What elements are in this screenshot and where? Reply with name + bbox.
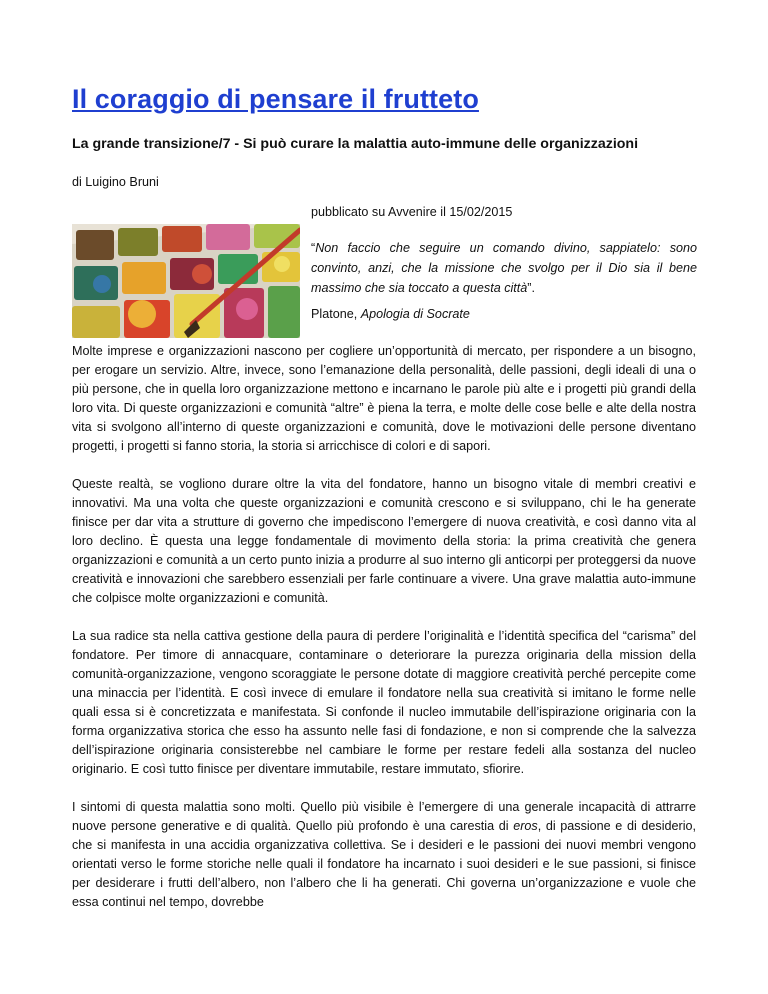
watercolor-palette-image bbox=[72, 224, 300, 338]
quote-source bbox=[311, 307, 470, 321]
article-body bbox=[72, 342, 696, 931]
quote-source-author: Platone, bbox=[311, 307, 361, 321]
quote-text: Non faccio che seguire un comando divino, sappiatelo: sono convinto, anzi, che la missione che svolgo per il Dio sia il bene massimo che sia toccato a questa città bbox=[311, 241, 697, 295]
opening-quote bbox=[311, 238, 697, 298]
quote-open-mark: “ bbox=[311, 241, 316, 255]
article-author: di Luigino Bruni bbox=[72, 175, 159, 189]
article-title[interactable]: Il coraggio di pensare il frutteto bbox=[72, 84, 479, 114]
article-subtitle: La grande transizione/7 - Si può curare la malattia auto-immune delle organizzazioni bbox=[72, 136, 639, 152]
paragraph-4-eros: eros bbox=[513, 819, 538, 833]
publication-info: pubblicato su Avvenire il 15/02/2015 bbox=[311, 205, 513, 219]
paragraph-4-part-1: I sintomi di questa malattia sono molti. Quello più visibile è l’emergere di una generale incapacità di attrarre nuove persone generative e di qualità. Quello più profondo è una carestia di bbox=[72, 800, 696, 833]
quote-source-work: Apologia di Socrate bbox=[360, 307, 470, 321]
paragraph-4 bbox=[72, 798, 696, 912]
paragraph-3: La sua radice sta nella cattiva gestione della paura di perdere l’originalità e l’identità specifica del “carisma” del fondatore. Per timore di annacquare, contaminare o deteriorare la purezza originaria della mission della comunità-organizzazione, vengono scoraggiate le persone dotate di maggiore creatività perché percepite come una minaccia per l’identità. E così invece di emulare il fondatore nella sua creatività si imitano le forme nelle quali essa si è concretizzata e manifestata. Si confonde il nucleo immutabile dell’ispirazione originaria con la forma organizzativa storica che esso ha assunto nelle fasi di fondazione, e non si comprende che la salvezza dell’ispirazione originaria consisterebbe nel cambiare le forme per restare fedeli alla sostanza del nucleo originario. E così tutto finisce per diventare immutabile, restare immutato, sfiorire. bbox=[72, 629, 696, 776]
quote-close-mark: ”. bbox=[527, 281, 535, 295]
paragraph-2: Queste realtà, se vogliono durare oltre la vita del fondatore, hanno un bisogno vitale di membri creativi e innovativi. Ma una volta che queste organizzazioni e comunità crescono e si sviluppano, chi le ha generate finisce per dar vita a strutture di governo che impediscono l’emergere di nuova creatività, e così danno vita al loro declino. È questa una legge fondamentale di movimento della storia: la prima creatività che genera organizzazioni e comunità a un certo punto inizia a produrre al suo interno gli anticorpi per proteggersi da nuove creatività e innovazioni che sarebbero essenziali per farle continuare a vivere. Una grave malattia auto-immune che colpisce molte organizzazioni e comunità. bbox=[72, 477, 696, 605]
paragraph-4-part-2: , di passione e di desiderio, che si manifesta in una accidia organizzativa collettiva. Se i desideri e le passioni dei nuovi membri vengono orientati verso le forme storiche nelle quali il fondatore ha incarnato i suoi desideri e le sue passioni, si finisce per desiderare i frutti dell’albero, non l’albero che li ha generati. Chi governa un’organizzazione e vuole che essa continui nel tempo, dovrebbe bbox=[72, 819, 696, 909]
paragraph-1: Molte imprese e organizzazioni nascono per cogliere un’opportunità di mercato, per rispondere a un bisogno, per erogare un servizio. Altre, invece, sono l’emanazione della personalità, delle passioni, degli ideali di una o più persone, che in quella loro organizzazione mettono e incarnano le parole più alte e i progetti più grandi della loro vita. Di queste organizzazioni e comunità “altre” è piena la terra, e molte delle cose belle e alte della nostra vita si svolgono all’interno di queste organizzazioni e comunità, dove le motivazioni delle persone diventano progetti, i progetti si fanno storia, la storia si arricchisce di colori e di sapori. bbox=[72, 344, 696, 453]
